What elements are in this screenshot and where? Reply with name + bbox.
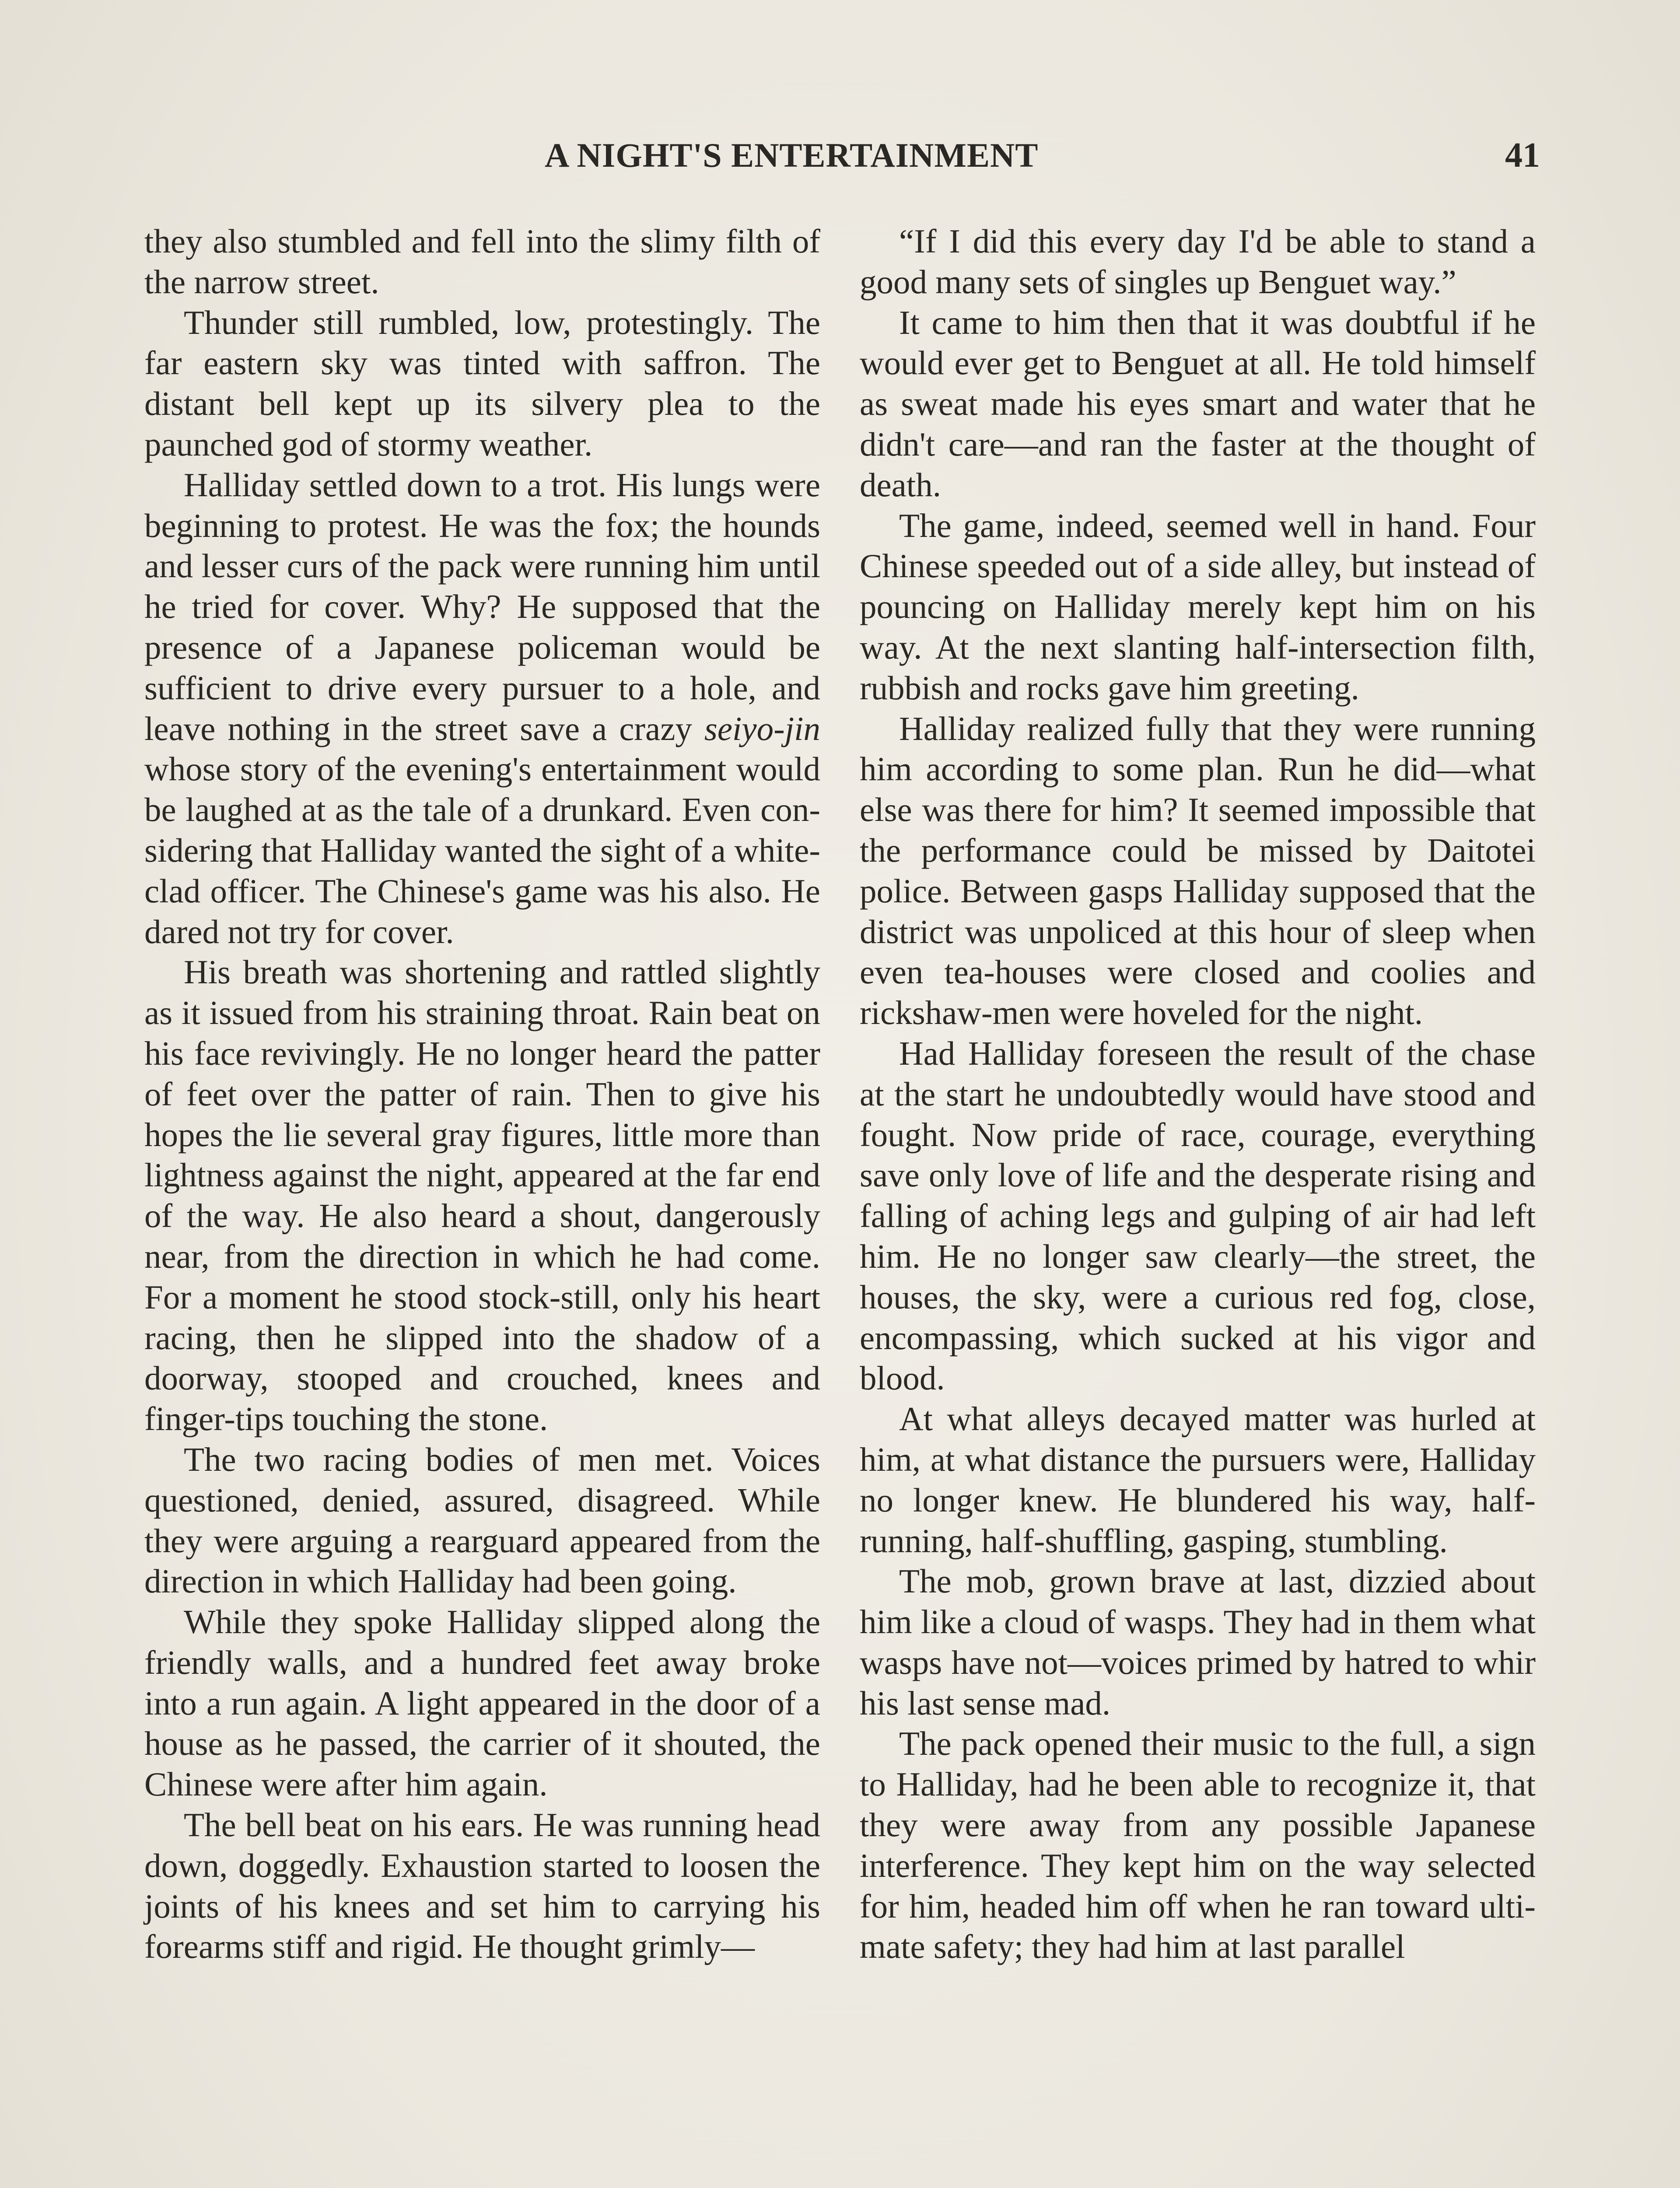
page-number: 41 bbox=[1505, 136, 1540, 175]
paragraph: Had Halliday foreseen the result of the chase at the start he undoubtedly would have stood and fought. Now pride of race, courage, everything save only love of life and the desperate rising and falling of aching legs and gulping of air had left him. He no longer saw clearly—the street, the houses, the sky, were a curious red fog, close, encompassing, which sucked at his vigor and blood. bbox=[860, 1034, 1536, 1397]
paragraph bbox=[144, 465, 820, 952]
paragraph: The game, indeed, seemed well in hand. Four Chinese speeded out of a side alley, but instead of pouncing on Halliday merely kept him on his way. At the next slanting half-intersection filth, rubbish and rocks gave him greeting. bbox=[860, 506, 1536, 707]
running-title: A NIGHT'S ENTERTAINMENT bbox=[545, 136, 1039, 174]
paragraph: “If I did this every day I'd be able to stand a good many sets of singles up Benguet way.” bbox=[860, 222, 1536, 301]
paragraph: Halliday realized fully that they were running him according to some plan. Run he did—what else was there for him? It seemed impossible that the performance could be missed by Daitotei police. Between gasps Halliday supposed that the district was unpoliced at this hour of sleep when even tea-houses were closed and coolies and rickshaw-men were hoveled for the night. bbox=[860, 709, 1536, 1032]
paragraph: While they spoke Halliday slipped along the friendly walls, and a hundred feet away broke into a run again. A light appeared in the door of a house as he passed, the carrier of it shouted, the Chinese were after him again. bbox=[144, 1603, 820, 1803]
paragraph-text: Halliday settled down to a trot. His lungs were beginning to protest. He was the fox; the hounds and lesser curs of the pack were running him until he tried for cover. Why? He supposed that the presence of a Japanese policeman would be sufficient to drive every pursuer to a hole, and leave nothing in the street save a crazy bbox=[144, 466, 820, 747]
paragraph: Thunder still rumbled, low, protestingly. The far eastern sky was tinted with saffron. The distant bell kept up its silvery plea to the paunched god of stormy weather. bbox=[144, 303, 820, 463]
paragraph-text: whose story of the evening's entertainment would be laughed at as the tale of a drunkard. Even considering that Halliday wanted the sight of a white-clad officer. The Chinese's game was his also. He dared not try for cover. bbox=[144, 750, 820, 950]
paragraph: At what alleys decayed matter was hurled at him, at what distance the pursuers were, Halliday no longer knew. He blundered his way, half-running, half-shuffling, gasping, stumbling. bbox=[860, 1400, 1536, 1560]
paragraph: It came to him then that it was doubtful if he would ever get to Benguet at all. He told himself as sweat made his eyes smart and water that he didn't care—and ran the faster at the thought of death. bbox=[860, 303, 1536, 504]
paragraph: The bell beat on his ears. He was running head down, doggedly. Exhaustion started to loosen the joints of his knees and set him to carrying his forearms stiff and rigid. He thought grimly— bbox=[144, 1806, 820, 1966]
paragraph: The mob, grown brave at last, dizzied about him like a cloud of wasps. They had in them what wasps have not—voices primed by hatred to whir his last sense mad. bbox=[860, 1562, 1536, 1722]
page-header bbox=[0, 131, 1680, 179]
italic-term: seiyo-jin bbox=[704, 709, 821, 747]
paragraph: The two racing bodies of men met. Voices questioned, denied, assured, disagreed. While they were arguing a rearguard appeared from the direction in which Halliday had been going. bbox=[144, 1440, 820, 1600]
right-column bbox=[860, 221, 1536, 1967]
paragraph: they also stumbled and fell into the slimy filth of the narrow street. bbox=[144, 222, 820, 301]
paragraph: The pack opened their music to the full, a sign to Halliday, had he been able to recognize it, that they were away from any possible Japanese interference. They kept him on the way selected for him, headed him off when he ran toward ultimate safety; they had him at last parallel bbox=[860, 1725, 1536, 1966]
paragraph: His breath was shortening and rattled slightly as it issued from his straining throat. Rain beat on his face revivingly. He no longer heard the patter of feet over the patter of rain. Then to give his hopes the lie several gray figures, little more than lightness against the night, appeared at the far end of the way. He also heard a shout, dangerously near, from the direction in which he had come. For a moment he stood stock-still, only his heart racing, then he slipped into the shadow of a doorway, stooped and crouched, knees and finger-tips touching the stone. bbox=[144, 953, 820, 1438]
left-column bbox=[144, 221, 820, 1967]
